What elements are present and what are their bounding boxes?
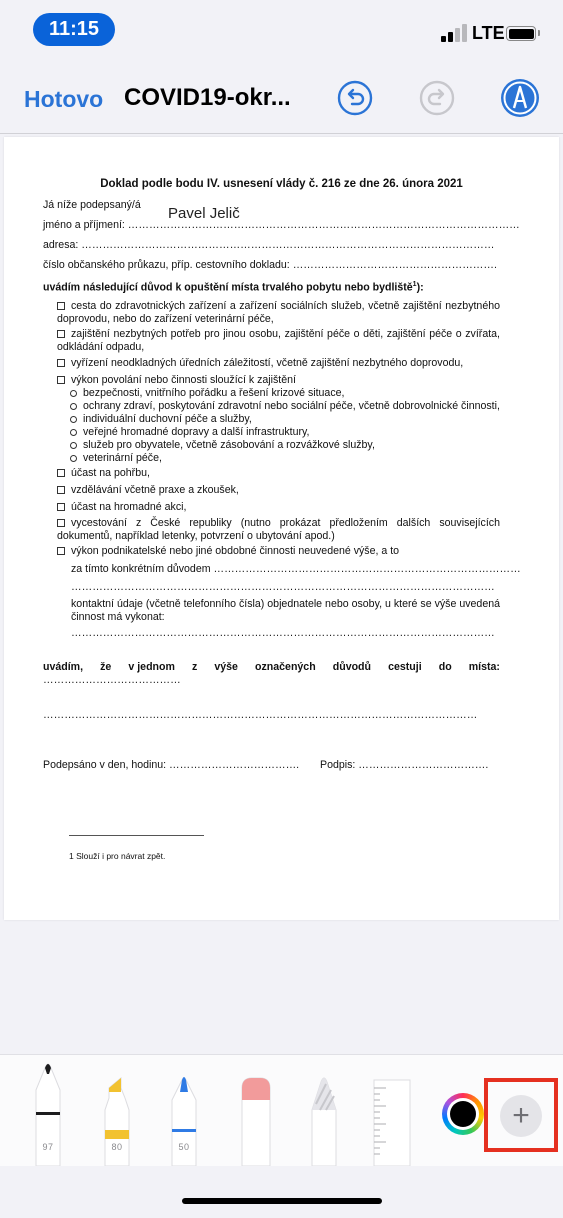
battery-icon	[506, 26, 536, 41]
selected-color-swatch	[450, 1101, 476, 1127]
checkbox[interactable]	[57, 547, 65, 555]
status-time[interactable]: 11:15	[33, 13, 115, 46]
redo-icon[interactable]	[419, 80, 455, 116]
option-education: vzdělávání včetně praxe a zkoušek,	[57, 484, 239, 497]
option-departure: vycestování z České republiky (nutno prokázat předložením dalších souvisejících dokumentů, například letenky, potvrzení o ubytování apod.)	[57, 517, 500, 542]
signed-on-line: Podepsáno v den, hodinu: ……………………………….	[43, 759, 300, 771]
pencil-width-label: 50	[178, 1142, 190, 1152]
sub-option: ochrany zdraví, poskytování zdravotní nebo sociální péče, včetně dobrovolnické činnosti,	[70, 400, 500, 413]
checkbox[interactable]	[57, 503, 65, 511]
checkbox[interactable]	[57, 469, 65, 477]
option-mass-event: účast na hromadné akci,	[57, 501, 186, 514]
color-picker[interactable]	[442, 1093, 484, 1135]
home-area	[0, 1166, 563, 1218]
checkbox[interactable]	[57, 330, 65, 338]
checkbox[interactable]	[57, 486, 65, 494]
eraser-icon	[236, 1054, 276, 1166]
checkbox[interactable]	[57, 519, 65, 527]
document-page[interactable]	[4, 137, 559, 920]
ruler-tool[interactable]	[372, 1054, 412, 1166]
tool-palette	[0, 1054, 563, 1166]
lasso-tool[interactable]	[304, 1054, 344, 1166]
travel-dots: …………………………………	[43, 674, 181, 686]
plus-icon: +	[512, 1099, 530, 1132]
contact-text: kontaktní údaje (včetně telefonního čísla) objednatele nebo osoby, u které se výše uvedená činnost má vykonat:	[71, 598, 500, 623]
sub-option: individuální duchovní péče a služby,	[70, 413, 252, 426]
undo-icon[interactable]	[337, 80, 373, 116]
dots-line: ……………………………………………………………………………………………………………	[43, 709, 478, 721]
address-line: adresa: ………………………………………………………………………………………………………	[43, 239, 495, 251]
network-type: LTE	[472, 23, 505, 43]
option-healthcare: cesta do zdravotnických zařízení a zařízení sociálních služeb, včetně zajištění nezbytného doprovodu, nebo do zařízení veterinární péče,	[57, 300, 500, 325]
pen-width-label: 97	[42, 1142, 54, 1152]
id-line: číslo občanského průkazu, příp. cestovního dokladu: ………………………………………………….	[43, 259, 497, 271]
markup-pen-icon[interactable]	[500, 78, 540, 118]
done-button[interactable]: Hotovo	[24, 86, 104, 112]
document-heading: Doklad podle bodu IV. usnesení vlády č. 216 ze dne 26. února 2021	[100, 178, 463, 190]
checkbox[interactable]	[57, 302, 65, 310]
lasso-icon	[304, 1054, 344, 1166]
option-care: zajištění nezbytných potřeb pro jinou osobu, zajištění péče o děti, zajištění péče o zvířata, odkládání odpadu,	[57, 328, 500, 353]
option-business: výkon podnikatelské nebo jiné obdobné činnosti neuvedené výše, a to	[57, 545, 399, 558]
travel-destination-line: uvádím, že v jednom z výše označených důvodů cestuji do místa:	[43, 661, 500, 673]
cellular-signal-icon	[441, 24, 467, 42]
highlighter-tool[interactable]	[97, 1054, 137, 1166]
reason-intro: uvádím následující důvod k opuštění místa trvalého pobytu nebo bydliště$^1$):	[43, 281, 424, 294]
dots-line: …………………………………………………………………………………………………………	[71, 627, 495, 639]
sub-option: bezpečnosti, vnitřního pořádku a řešení krizové situace,	[70, 387, 344, 400]
sub-option: veřejné hromadné dopravy a další infrastruktury,	[70, 426, 310, 439]
specific-reason-line: za tímto konkrétním důvodem ……………………………………………………………………………	[71, 563, 521, 575]
sub-option: služeb pro obyvatele, včetně zásobování a rozvážkové služby,	[70, 439, 375, 452]
home-indicator[interactable]	[182, 1198, 382, 1204]
handwritten-name: Pavel Jelič	[168, 205, 240, 222]
checkbox[interactable]	[57, 359, 65, 367]
pen-tool[interactable]	[28, 1054, 68, 1166]
highlight-box	[484, 1078, 558, 1152]
document-title: COVID19-okr...	[124, 84, 291, 111]
option-official: vyřízení neodkladných úředních záležitostí, včetně zajištění nezbytného doprovodu,	[57, 357, 463, 370]
signature-line: Podpis: ……………………………….	[320, 759, 489, 771]
status-bar	[0, 0, 563, 58]
ruler-icon	[372, 1054, 412, 1166]
footnote: 1 Slouží i pro návrat zpět.	[69, 851, 166, 861]
checkbox[interactable]	[57, 376, 65, 384]
eraser-tool[interactable]	[236, 1054, 276, 1166]
highlighter-width-label: 80	[111, 1142, 123, 1152]
signer-line: Já níže podepsaný/á	[43, 199, 141, 211]
option-funeral: účast na pohřbu,	[57, 467, 150, 480]
name-line: jméno a příjmení: …………………………………………………………………………………………………	[43, 219, 520, 231]
pencil-tool[interactable]	[164, 1054, 204, 1166]
option-work: výkon povolání nebo činnosti sloužící k zajištění	[57, 374, 296, 387]
markup-navbar	[0, 58, 563, 134]
footnote-divider	[69, 835, 204, 836]
dots-line: …………………………………………………………………………………………………………	[71, 581, 495, 593]
sub-option: veterinární péče,	[70, 452, 162, 465]
